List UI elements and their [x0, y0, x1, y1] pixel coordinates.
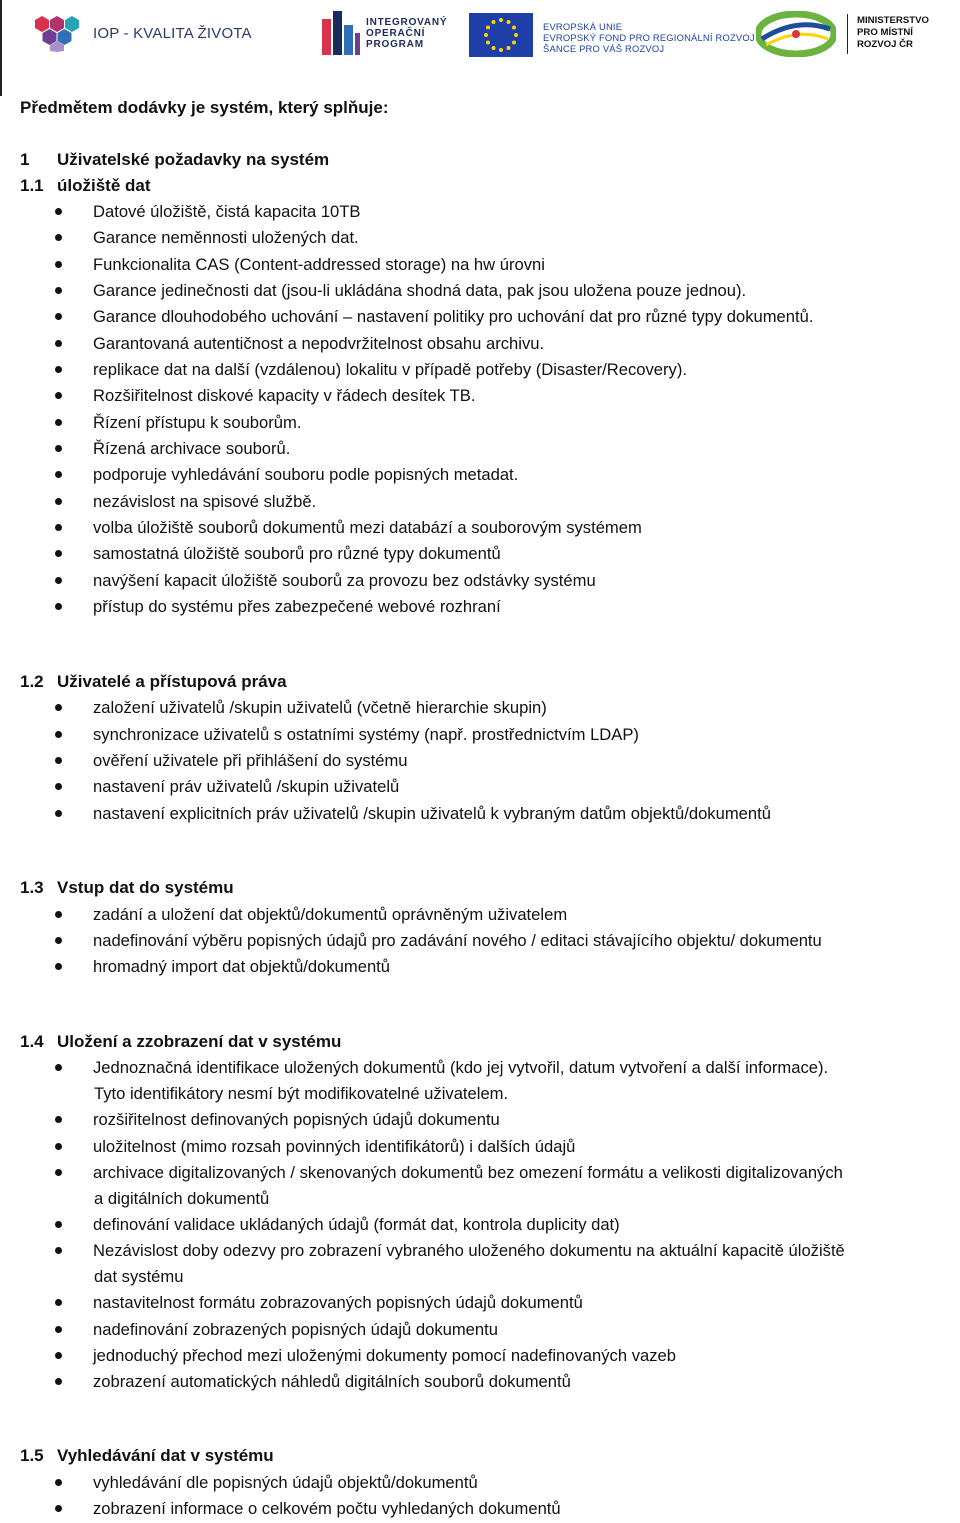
eu-fund-text-line: ŠANCE PRO VÁŠ ROZVOJ	[543, 43, 665, 54]
list-item-text: Garance jedinečnosti dat (jsou-li ukládána shodná data, pak jsou uložena pouze jednou).	[93, 281, 747, 300]
subsection-number: 1.4	[20, 1032, 44, 1051]
list-item-text: samostatná úložiště souborů pro různé typy dokumentů	[93, 544, 501, 563]
bullet-icon	[55, 1247, 62, 1254]
bullet-icon	[55, 1326, 62, 1333]
bullet-icon	[55, 937, 62, 944]
subsection-number: 1.2	[20, 672, 44, 691]
bullet-icon	[55, 1352, 62, 1359]
list-item-text: volba úložiště souborů dokumentů mezi databází a souborovým systémem	[93, 518, 642, 537]
eu-flag-icon	[469, 13, 533, 57]
bullet-icon	[55, 445, 62, 452]
bullet-icon	[55, 1116, 62, 1123]
bullet-icon	[55, 783, 62, 790]
iop-program-name	[366, 17, 447, 50]
subsection-heading	[20, 1443, 274, 1469]
bullet-icon	[55, 261, 62, 268]
section-title: Uživatelské požadavky na systém	[57, 150, 330, 169]
bullet-icon	[55, 1479, 62, 1486]
list-item-text: rozšiřitelnost definovaných popisných údajů dokumentu	[93, 1110, 500, 1129]
bullet-icon	[55, 366, 62, 373]
list-item-text: Řízení přístupu k souborům.	[93, 413, 302, 432]
bullet-icon	[55, 1378, 62, 1385]
list-item-text: přístup do systému přes zabezpečené webové rozhraní	[93, 597, 501, 616]
mmr-emblem-logo-icon	[756, 11, 836, 57]
list-item-text: ověření uživatele při přihlášení do systému	[93, 751, 408, 770]
subsection-title: Uložení a zzobrazení dat v systému	[57, 1032, 342, 1051]
bullet-icon	[55, 577, 62, 584]
bullet-icon	[55, 1169, 62, 1176]
list-item-text: Funkcionalita CAS (Content-addressed storage) na hw úrovni	[93, 255, 545, 274]
bullet-icon	[55, 810, 62, 817]
iop-program-name-line: INTEGROVANÝ	[366, 17, 448, 28]
subsection-heading	[20, 1029, 341, 1055]
mmr-divider	[847, 14, 848, 54]
list-item-continuation: a digitálních dokumentů	[94, 1189, 270, 1208]
bullet-icon	[55, 287, 62, 294]
subsection-title: Vstup dat do systému	[57, 878, 234, 897]
bullet-icon	[55, 471, 62, 478]
list-item-text: zobrazení automatických náhledů digitálních souborů dokumentů	[93, 1372, 571, 1391]
list-item-text: vyhledávání dle popisných údajů objektů/dokumentů	[93, 1473, 478, 1492]
bullet-icon	[55, 419, 62, 426]
bullet-icon	[55, 313, 62, 320]
list-item-text: Garance neměnnosti uložených dat.	[93, 228, 359, 247]
subsection-number: 1.3	[20, 878, 44, 897]
list-item-text: jednoduchý přechod mezi uloženými dokumenty pomocí nadefinovaných vazeb	[93, 1346, 676, 1365]
bullet-icon	[55, 392, 62, 399]
subsection-number: 1.1	[20, 176, 44, 195]
bullet-icon	[55, 208, 62, 215]
list-item-text: nezávislost na spisové službě.	[93, 492, 317, 511]
mmr-text-line: PRO MÍSTNÍ	[857, 27, 913, 38]
bullet-icon	[55, 1064, 62, 1071]
bullet-icon	[55, 1221, 62, 1228]
section-heading	[20, 147, 329, 173]
eu-fund-text	[543, 21, 755, 54]
list-item-text: uložitelnost (mimo rozsah povinných identifikátorů) i dalších údajů	[93, 1137, 576, 1156]
subsection-number: 1.5	[20, 1446, 44, 1465]
list-item-text: archivace digitalizovaných / skenovaných dokumentů bez omezení formátu a velikosti digitalizovaných	[93, 1163, 843, 1182]
subsection-heading	[20, 669, 287, 695]
mmr-ministry-text	[857, 15, 929, 51]
bullet-icon	[55, 1143, 62, 1150]
subsection-heading	[20, 875, 234, 901]
subsection-title: Uživatelé a přístupová práva	[57, 672, 287, 691]
list-item-text: zadání a uložení dat objektů/dokumentů oprávněným uživatelem	[93, 905, 568, 924]
list-item-text: nadefinování zobrazených popisných údajů dokumentu	[93, 1320, 498, 1339]
iop-logo-text: IOP - KVALITA ŽIVOTA	[93, 25, 252, 42]
list-item-continuation: Tyto identifikátory nesmí být modifikovatelné uživatelem.	[94, 1084, 509, 1103]
iop-program-name-line: OPERAČNÍ	[366, 28, 426, 39]
list-item-text: Nezávislost doby odezvy pro zobrazení vybraného uloženého dokumentu na aktuální kapacitě úložiště	[93, 1241, 845, 1260]
bullet-icon	[55, 550, 62, 557]
iop-program-logo-icon	[322, 11, 360, 57]
list-item-text: zobrazení informace o celkovém počtu vyhledaných dokumentů	[93, 1499, 561, 1518]
bullet-icon	[55, 757, 62, 764]
list-item-text: nastavení práv uživatelů /skupin uživatelů	[93, 777, 400, 796]
subsection-title: Vyhledávání dat v systému	[57, 1446, 274, 1465]
list-item-text: Řízená archivace souborů.	[93, 439, 291, 458]
list-item-text: Garantovaná autentičnost a nepodvržitelnost obsahu archivu.	[93, 334, 545, 353]
iop-hexagon-logo-icon	[34, 14, 86, 52]
bullet-icon	[55, 704, 62, 711]
section-number: 1	[20, 150, 30, 169]
list-item-text: nastavitelnost formátu zobrazovaných popisných údajů dokumentů	[93, 1293, 583, 1312]
list-item-continuation: dat systému	[94, 1267, 184, 1286]
bullet-icon	[55, 963, 62, 970]
subsection-heading	[20, 173, 151, 199]
list-item-text: založení uživatelů /skupin uživatelů (včetně hierarchie skupin)	[93, 698, 547, 717]
bullet-icon	[55, 1505, 62, 1512]
list-item-text: Garance dlouhodobého uchování – nastavení politiky pro uchování dat pro různé typy dokumentů.	[93, 307, 814, 326]
mmr-text-line: MINISTERSTVO	[857, 15, 929, 26]
list-item-text: hromadný import dat objektů/dokumentů	[93, 957, 391, 976]
list-item-text: Jednoznačná identifikace uložených dokumentů (kdo jej vytvořil, datum vytvoření a další informace).	[93, 1058, 829, 1077]
bullet-icon	[55, 524, 62, 531]
list-item-text: nadefinování výběru popisných údajů pro zadávání nového / editaci stávajícího objektu/ dokumentu	[93, 931, 822, 950]
subsection-title: úložiště dat	[57, 176, 151, 195]
list-item-text: podporuje vyhledávání souboru podle popisných metadat.	[93, 465, 519, 484]
bullet-icon	[55, 911, 62, 918]
bullet-icon	[55, 603, 62, 610]
list-item-text: synchronizace uživatelů s ostatními systémy (např. prostřednictvím LDAP)	[93, 725, 639, 744]
logo-header	[0, 0, 960, 70]
mmr-text-line: ROZVOJ ČR	[857, 39, 913, 50]
bullet-icon	[55, 498, 62, 505]
bullet-icon	[55, 1299, 62, 1306]
bullet-icon	[55, 731, 62, 738]
document-intro: Předmětem dodávky je systém, který splňuje:	[20, 98, 389, 117]
list-item-text: Datové úložiště, čistá kapacita 10TB	[93, 202, 361, 221]
bullet-icon	[55, 234, 62, 241]
eu-fund-text-line: EVROPSKÁ UNIE	[543, 21, 623, 32]
eu-fund-text-line: EVROPSKÝ FOND PRO REGIONÁLNÍ ROZVOJ	[543, 32, 755, 43]
list-item-text: Rozšiřitelnost diskové kapacity v řádech desítek TB.	[93, 386, 476, 405]
iop-program-name-line: PROGRAM	[366, 39, 424, 50]
list-item-text: definování validace ukládaných údajů (formát dat, kontrola duplicity dat)	[93, 1215, 620, 1234]
list-item-text: replikace dat na další (vzdálenou) lokalitu v případě potřeby (Disaster/Recovery).	[93, 360, 687, 379]
list-item-text: navýšení kapacit úložiště souborů za provozu bez odstávky systému	[93, 571, 596, 590]
list-item-text: nastavení explicitních práv uživatelů /skupin uživatelů k vybraným datům objektů/dokumentů	[93, 804, 771, 823]
bullet-icon	[55, 340, 62, 347]
